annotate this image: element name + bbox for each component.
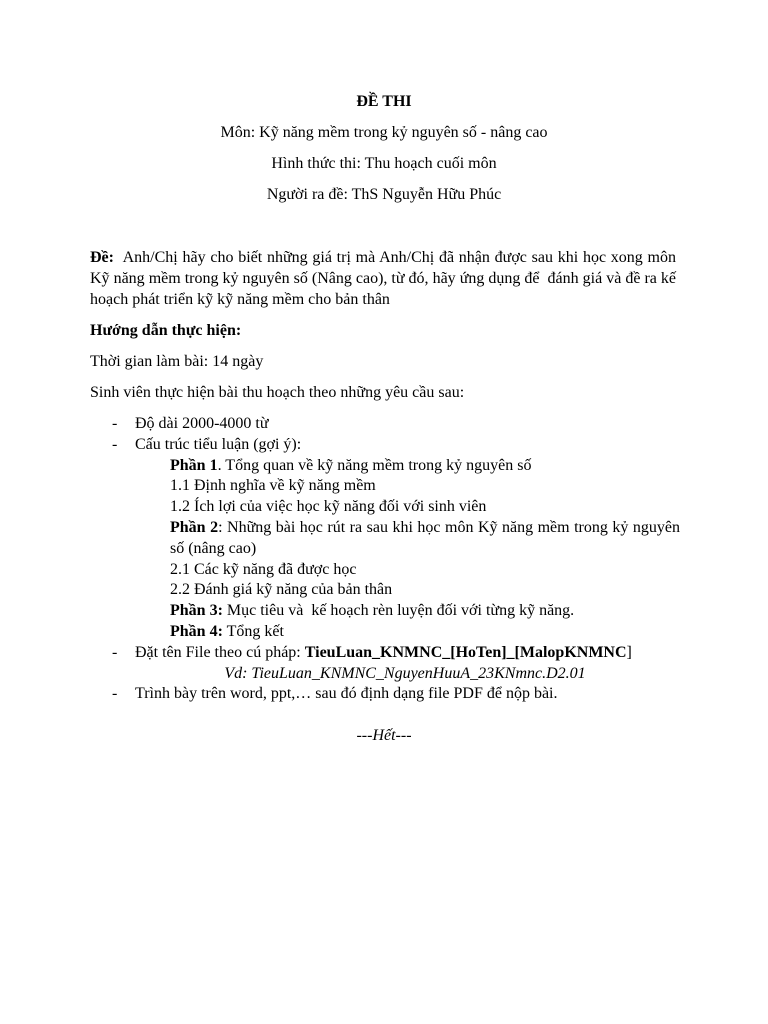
requirements-list [90, 414, 680, 705]
filename-prefix: Đặt tên File theo cú pháp: [135, 643, 305, 661]
part-1-label: Phần 1 [170, 456, 218, 474]
part-3 [90, 601, 680, 622]
question-paragraph [90, 247, 680, 310]
length-text: Độ dài 2000-4000 từ [135, 415, 269, 432]
list-item-filename [90, 643, 680, 664]
part-1 [90, 456, 680, 477]
requirements-intro: Sinh viên thực hiện bài thu hoạch theo những yêu cầu sau: [90, 384, 465, 401]
part-2 [90, 518, 680, 560]
list-item-structure [90, 435, 680, 456]
end-marker: ---Hết--- [356, 727, 412, 744]
bullet-dash: - [112, 435, 118, 453]
part-3-label: Phần 3: [170, 602, 223, 620]
subject-line: Môn: Kỹ năng mềm trong kỷ nguyên số - nâng cao [220, 124, 548, 141]
exam-title: ĐỀ THI [356, 93, 412, 110]
item-2-1: 2.1 Các kỹ năng đã được học [170, 560, 357, 578]
part-2-text: : Những bài học rút ra sau khi học môn Kỹ năng mềm trong kỷ nguyên số (nâng cao) [170, 518, 680, 557]
time-limit: Thời gian làm bài: 14 ngày [90, 353, 264, 370]
part-4 [90, 622, 680, 643]
filename-pattern: TieuLuan_KNMNC_[HoTen]_[MalopKNMNC [304, 643, 627, 661]
filename-suffix: ] [626, 643, 632, 661]
bullet-dash: - [112, 415, 118, 432]
question-label: Đề: [90, 249, 114, 266]
filename-example: Vd: TieuLuan_KNMNC_NguyenHuuA_23KNmnc.D2.01 [224, 664, 586, 682]
question-text: Anh/Chị hãy cho biết những giá trị mà Anh/Chị đã nhận được sau khi học xong môn Kỹ năng mềm trong kỷ nguyên số (Nâng cao), từ đó, hãy ứng dụng để đánh giá và đề ra kế hoạch phát triển kỹ kỹ năng mềm cho bản thân [90, 249, 680, 308]
item-1-1: 1.1 Định nghĩa về kỹ năng mềm [170, 477, 376, 495]
part-2-label: Phần 2 [170, 518, 219, 536]
guide-heading: Hướng dẫn thực hiện: [90, 322, 242, 339]
bullet-dash: - [112, 643, 118, 661]
item-1-2: 1.2 Ích lợi của việc học kỹ năng đối với sinh viên [170, 498, 487, 516]
bullet-dash: - [112, 685, 118, 703]
list-item-length [90, 414, 680, 435]
part-3-text: Mục tiêu và kế hoạch rèn luyện đối với từng kỹ năng. [222, 602, 575, 620]
item-2-2: 2.2 Đánh giá kỹ năng của bản thân [170, 581, 393, 599]
part-1-text: . Tổng quan về kỹ năng mềm trong kỷ nguyên số [217, 456, 532, 474]
list-item-format [90, 684, 680, 705]
author-line: Người ra đề: ThS Nguyễn Hữu Phúc [266, 186, 502, 203]
part-4-text: Tổng kết [222, 622, 284, 640]
format-text: Trình bày trên word, ppt,… sau đó định dạng file PDF để nộp bài. [135, 685, 558, 703]
exam-form-line: Hình thức thi: Thu hoạch cuối môn [271, 155, 497, 172]
part-4-label: Phần 4: [170, 622, 223, 640]
structure-text: Cấu trúc tiểu luận (gợi ý): [135, 435, 302, 453]
